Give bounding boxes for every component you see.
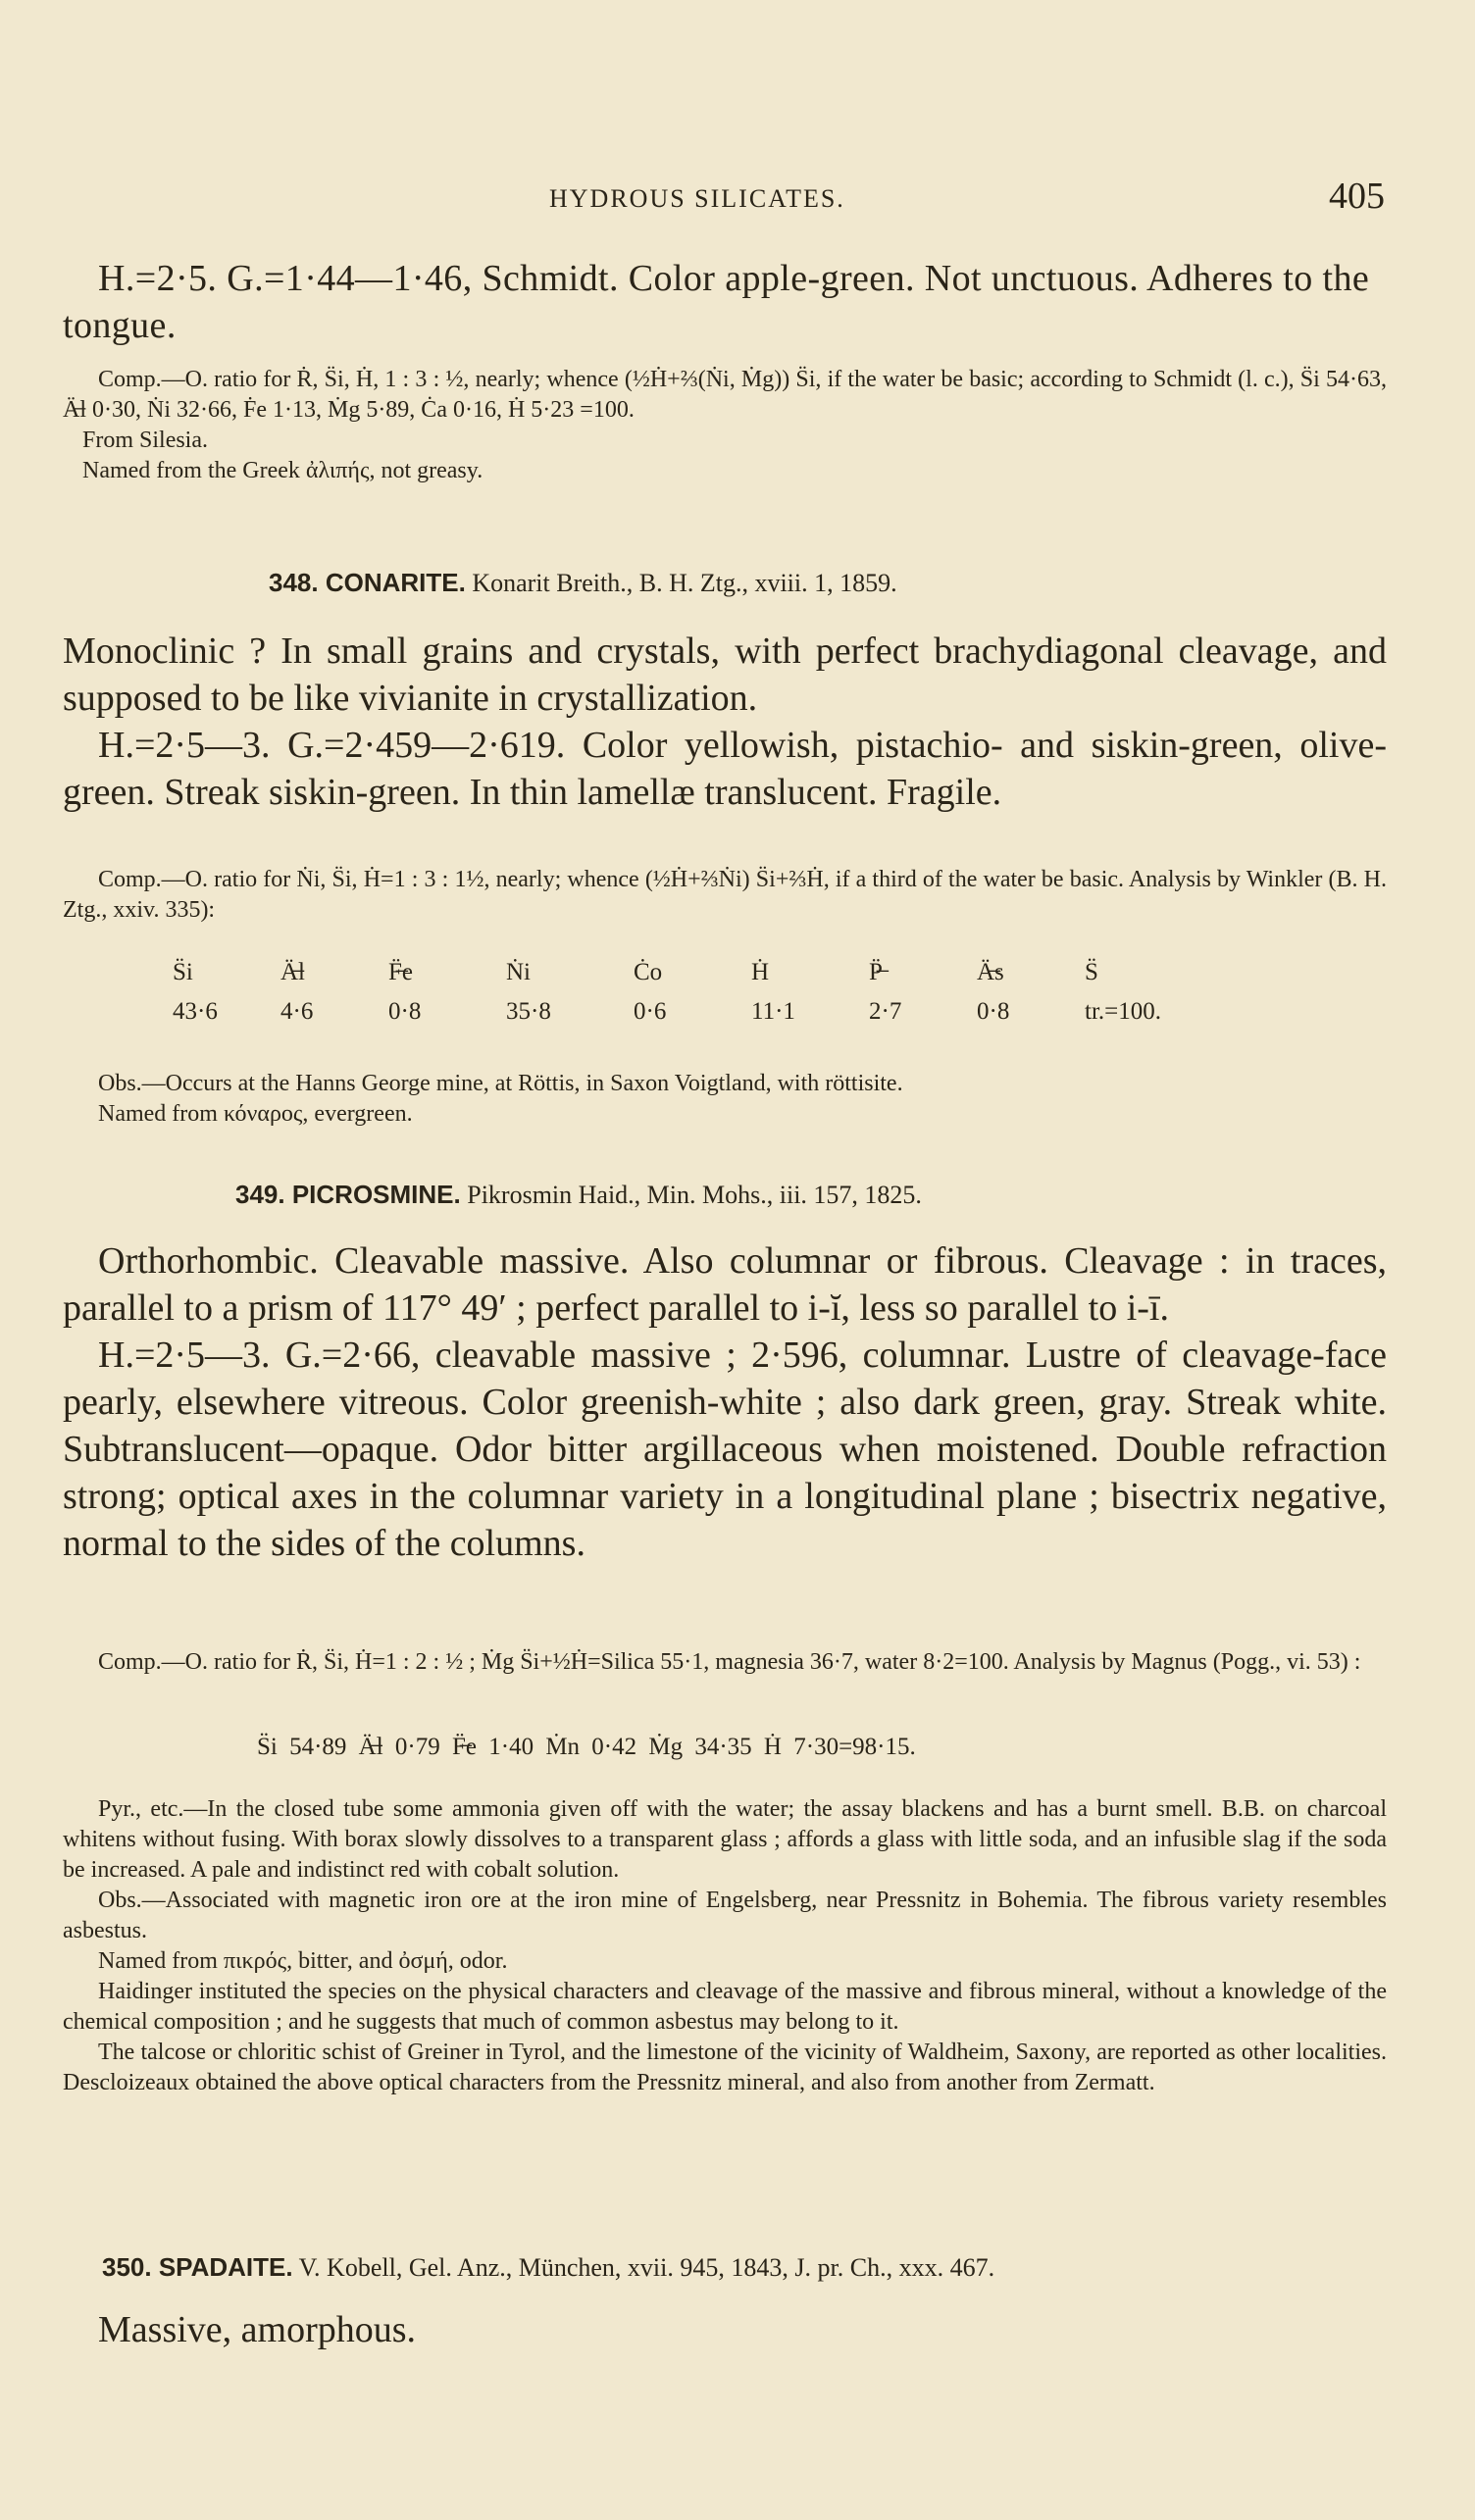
picrosmine-description xyxy=(63,1237,1387,1567)
spadaite-title: 350. SPADAITE. xyxy=(102,2252,293,2282)
alipite-locality: From Silesia. xyxy=(82,428,209,453)
table-value-cell: tr.=100. xyxy=(1085,998,1161,1025)
conarite-heading xyxy=(63,567,1387,599)
conarite-etymology: Named from κόναρος, evergreen. xyxy=(98,1101,413,1127)
conarite-observations: Obs.—Occurs at the Hanns George mine, at Röttis, in Saxon Voigtland, with röttisite. xyxy=(98,1071,903,1096)
spadaite-reference: V. Kobell, Gel. Anz., München, xvii. 945, 1843, J. pr. Ch., xxx. 467. xyxy=(298,2253,995,2282)
table-header-cell: S̈i xyxy=(173,959,193,985)
picrosmine-reference: Pikrosmin Haid., Min. Mohs., iii. 157, 1825. xyxy=(467,1181,922,1209)
table-header-cell: Ḣ xyxy=(751,959,770,985)
table-header-cell: Ä̶s xyxy=(977,959,1004,985)
picrosmine-physical: H.=2·5—3. G.=2·66, cleavable massive ; 2·596, columnar. Lustre of cleavage-face pearly, elsewhere vitreous. Color greenish-white ; also dark green, gray. Streak white. Subtranslucent—opaque. Odor bitter argillaceous when moistened. Double refraction strong; optical axes in the columnar variety in a longitudinal plane ; bisectrix negative, normal to the sides of the columns. xyxy=(63,1335,1387,1564)
picrosmine-composition: Comp.—O. ratio for Ṙ, S̈i, Ḣ=1 : 2 : ½ ; Ṁg S̈i+½Ḣ=Silica 55·1, magnesia 36·7, water 8·2=100. Analysis by Magnus (Pogg., vi. 53) : xyxy=(98,1649,1361,1675)
alipite-etymology: Named from the Greek ἀλιπής, not greasy. xyxy=(82,458,483,483)
picrosmine-crystallography: Orthorhombic. Cleavable massive. Also columnar or fibrous. Cleavage : in traces, parallel to a prism of 117° 49′ ; perfect parallel to i-ĭ, less so parallel to i-ī. xyxy=(63,1240,1387,1329)
alipite-comp-block xyxy=(63,365,1387,486)
table-header-cell: Ṅi xyxy=(506,959,531,985)
picrosmine-analysis: S̈i 54·89 Ä̶l 0·79 F̶̈e 1·40 Ṁn 0·42 Ṁg 34·35 Ḣ 7·30=98·15. xyxy=(257,1734,916,1760)
conarite-title: 348. CONARITE. xyxy=(269,568,466,597)
table-value-cell: 0·8 xyxy=(388,998,422,1025)
conarite-description xyxy=(63,628,1387,816)
conarite-composition: Comp.—O. ratio for Ṅi, S̈i, Ḣ=1 : 3 : 1½, nearly; whence (½Ḣ+⅔Ṅi) S̈i+⅔Ḣ, if a third of the water be basic. Analysis by Winkler (B. H. Ztg., xxiv. 335): xyxy=(63,867,1387,923)
conarite-physical: H.=2·5—3. G.=2·459—2·619. Color yellowish, pistachio- and siskin-green, olive-green. Streak siskin-green. In thin lamellæ translucent. Fragile. xyxy=(63,725,1387,813)
table-header-cell: P̶̈ xyxy=(869,959,883,985)
table-header-cell: Ċo xyxy=(634,959,663,985)
table-header-cell: F̶̈e xyxy=(388,959,413,985)
table-value-cell: 2·7 xyxy=(869,998,902,1025)
picrosmine-observations: Obs.—Associated with magnetic iron ore at the iron mine of Engelsberg, near Pressnitz in Bohemia. The fibrous variety resembles asbestus. xyxy=(63,1888,1387,1943)
page-number: 405 xyxy=(1329,176,1385,217)
alipite-section xyxy=(63,255,1387,349)
conarite-table-value-row xyxy=(173,996,1251,1028)
conarite-reference: Konarit Breith., B. H. Ztg., xviii. 1, 1859. xyxy=(472,569,897,597)
conarite-comp-block xyxy=(63,865,1387,926)
table-value-cell: 4·6 xyxy=(280,998,314,1025)
conarite-obs-block xyxy=(63,1069,1387,1130)
table-header-cell: S̈ xyxy=(1085,959,1098,985)
alipite-composition: Comp.—O. ratio for Ṙ, S̈i, Ḣ, 1 : 3 : ½, nearly; whence (½Ḣ+⅔(Ṅi, Ṁg)) S̈i, if the water be basic; according to Schmidt (l. c.), S̈i 54·63, Ä̶l 0·30, Ṅi 32·66, Ḟe 1·13, Ṁg 5·89, Ċa 0·16, Ḣ 5·23 =100. xyxy=(63,367,1387,423)
picrosmine-note-haidinger: Haidinger instituted the species on the physical characters and cleavage of the massive and fibrous mineral, without a knowledge of the chemical composition ; and he suggests that much of common asbestus may belong to it. xyxy=(63,1979,1387,2035)
picrosmine-notes xyxy=(63,1794,1387,2098)
conarite-analysis-table xyxy=(173,957,1251,1028)
conarite-crystallography: Monoclinic ? In small grains and crystals, with perfect brachydiagonal cleavage, and supposed to be like vivianite in crystallization. xyxy=(63,630,1387,719)
picrosmine-analysis-line xyxy=(257,1732,1336,1762)
conarite-table-header-row xyxy=(173,957,1251,988)
table-value-cell: 11·1 xyxy=(751,998,795,1025)
picrosmine-etymology: Named from πικρός, bitter, and ὀσμή, odor. xyxy=(98,1948,508,1974)
spadaite-description xyxy=(63,2306,1387,2353)
picrosmine-pyrognostics: Pyr., etc.—In the closed tube some ammonia given off with the water; the assay blackens and has a burnt smell. B.B. on charcoal whitens without fusing. With borax slowly dissolves to a transparent glass ; affords a glass with little soda, and an infusible slag if the soda be increased. A pale and indistinct red with cobalt solution. xyxy=(63,1796,1387,1883)
picrosmine-note-localities: The talcose or chloritic schist of Greiner in Tyrol, and the limestone of the vicinity of Waldheim, Saxony, are reported as other localities. Descloizeaux obtained the above optical characters from the Pressnitz mineral, and also from another from Zermatt. xyxy=(63,2040,1387,2095)
table-value-cell: 35·8 xyxy=(506,998,551,1025)
running-title: HYDROUS SILICATES. xyxy=(549,184,845,213)
table-value-cell: 0·6 xyxy=(634,998,667,1025)
table-header-cell: Ä̶l xyxy=(280,959,305,985)
picrosmine-comp-block xyxy=(63,1647,1387,1678)
spadaite-heading xyxy=(63,2251,1387,2284)
spadaite-crystallography: Massive, amorphous. xyxy=(98,2309,417,2350)
alipite-physical: H.=2·5. G.=1·44—1·46, Schmidt. Color apple-green. Not unctuous. Adheres to the tongue. xyxy=(63,258,1370,346)
table-value-cell: 0·8 xyxy=(977,998,1010,1025)
picrosmine-heading xyxy=(63,1179,1387,1211)
picrosmine-title: 349. PICROSMINE. xyxy=(235,1180,461,1209)
table-value-cell: 43·6 xyxy=(173,998,218,1025)
page-header xyxy=(0,175,1475,224)
